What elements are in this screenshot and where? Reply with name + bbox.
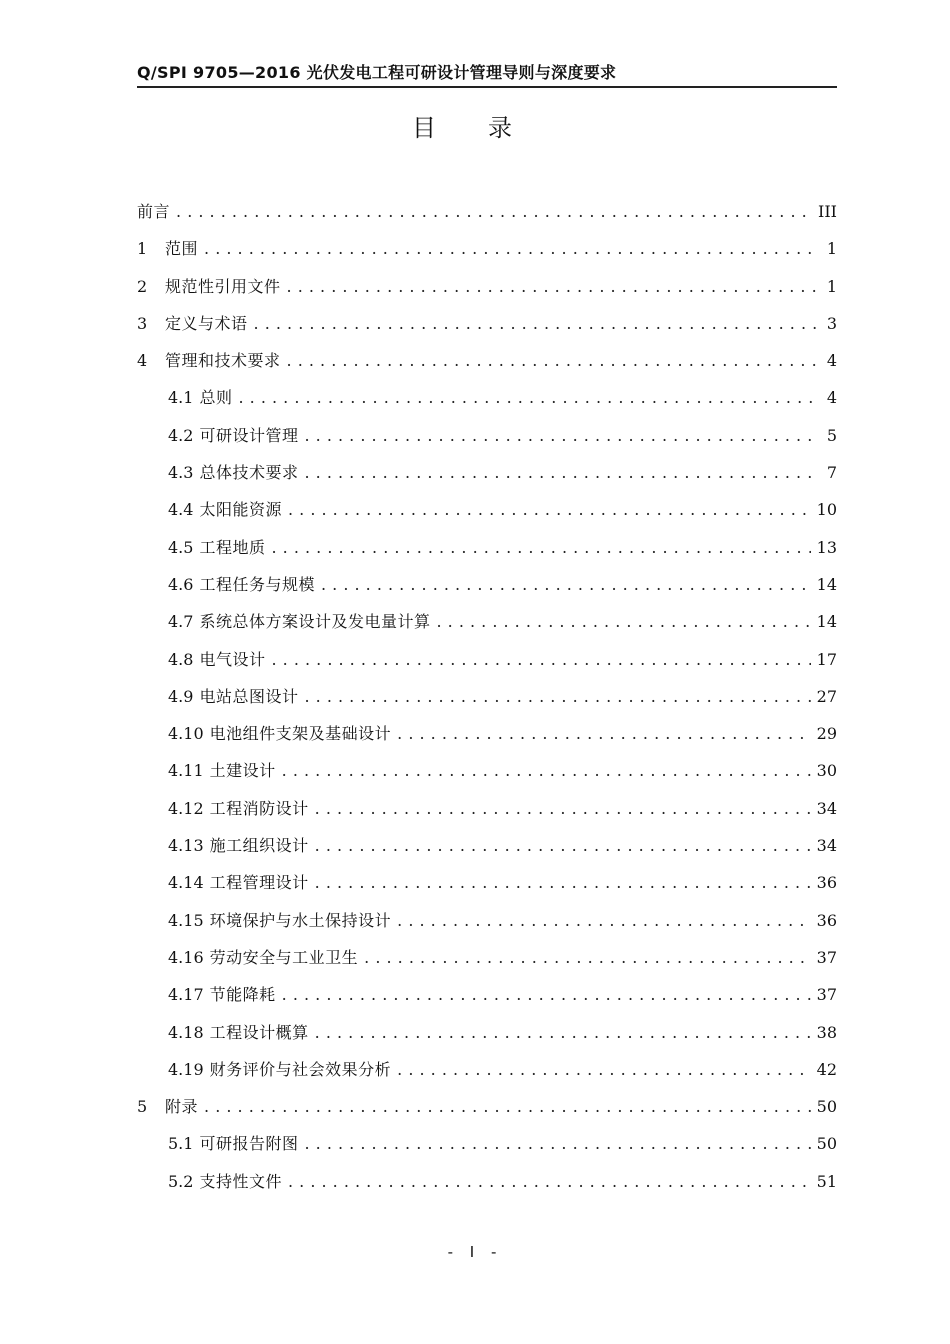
toc-entry[interactable] xyxy=(137,193,837,230)
toc-entry-page: 1 xyxy=(826,276,837,296)
toc-entry-number: 4.5 xyxy=(168,537,194,557)
toc-entry-number: 4.4 xyxy=(168,500,194,520)
toc-entry-label: 工程消防设计 xyxy=(209,798,309,818)
toc-entry-number: 2 xyxy=(137,276,148,296)
toc-entry-page: 37 xyxy=(816,985,837,1005)
toc-entry-number: 3 xyxy=(137,313,148,333)
toc-entry-page: 36 xyxy=(816,910,837,930)
dot-leader xyxy=(315,1014,811,1051)
toc-entry-number: 4.8 xyxy=(168,649,194,669)
toc-entry-page: 34 xyxy=(816,836,837,856)
toc-entry-label: 财务评价与社会效果分析 xyxy=(209,1059,392,1079)
dot-leader xyxy=(287,268,819,305)
toc-entry[interactable] xyxy=(137,864,837,901)
dot-leader xyxy=(364,939,811,976)
toc-entry[interactable] xyxy=(137,752,837,789)
toc-entry-number: 5.2 xyxy=(168,1171,194,1191)
toc-entry-label: 施工组织设计 xyxy=(209,836,309,856)
dot-leader xyxy=(288,491,811,528)
dot-leader xyxy=(315,790,811,827)
toc-entry-label: 规范性引用文件 xyxy=(165,276,281,296)
dot-leader xyxy=(271,641,810,678)
toc-entry-label: 前言 xyxy=(137,202,171,221)
dot-leader xyxy=(397,902,811,939)
running-header: Q/SPI 9705—2016 光伏发电工程可研设计管理导则与深度要求 xyxy=(137,63,617,82)
toc-entry[interactable] xyxy=(137,342,837,379)
toc-entry-label: 工程管理设计 xyxy=(209,873,309,893)
toc-entry-number: 4.10 xyxy=(168,724,204,744)
toc-title: 目录 xyxy=(412,114,564,142)
toc-entry-page: 50 xyxy=(816,1097,837,1117)
toc-entry[interactable] xyxy=(137,902,837,939)
dot-leader xyxy=(304,678,810,715)
toc-entry-page: III xyxy=(818,202,837,221)
toc-entry-number: 4.11 xyxy=(168,761,204,781)
dot-leader xyxy=(436,603,810,640)
toc-entry-page: 36 xyxy=(816,873,837,893)
toc-entry[interactable] xyxy=(137,1163,837,1200)
toc-entry-page: 13 xyxy=(816,537,837,557)
toc-entry[interactable] xyxy=(137,715,837,752)
toc-entry-page: 30 xyxy=(816,761,837,781)
toc-entry[interactable] xyxy=(137,939,837,976)
toc-entry-page: 27 xyxy=(816,686,837,706)
dot-leader xyxy=(304,454,819,491)
toc-entry[interactable] xyxy=(137,603,837,640)
toc-entry-label: 系统总体方案设计及发电量计算 xyxy=(199,612,431,632)
toc-entry-page: 37 xyxy=(816,947,837,967)
toc-entry-page: 4 xyxy=(826,351,837,371)
toc-entry[interactable] xyxy=(137,566,837,603)
toc-entry-page: 4 xyxy=(826,388,837,408)
toc-entry-number: 4.9 xyxy=(168,686,194,706)
toc-entry-label: 工程地质 xyxy=(199,537,266,557)
toc-entry-number: 4.2 xyxy=(168,425,194,445)
toc-entry[interactable] xyxy=(137,454,837,491)
toc-entry-label: 节能降耗 xyxy=(209,985,276,1005)
toc-entry-number: 4.19 xyxy=(168,1059,204,1079)
dot-leader xyxy=(304,1125,810,1162)
dot-leader xyxy=(282,976,811,1013)
dot-leader xyxy=(321,566,811,603)
dot-leader xyxy=(397,1051,811,1088)
toc-entry-number: 4.13 xyxy=(168,836,204,856)
toc-entry[interactable] xyxy=(137,1051,837,1088)
toc-entry[interactable] xyxy=(137,230,837,267)
toc-entry-page: 7 xyxy=(826,463,837,483)
toc-entry-number: 4.12 xyxy=(168,798,204,818)
toc-entry-label: 总体技术要求 xyxy=(199,463,299,483)
toc-entry-label: 范围 xyxy=(165,239,199,259)
toc-entry[interactable] xyxy=(137,417,837,454)
toc-entry-label: 工程任务与规模 xyxy=(199,574,315,594)
dot-leader xyxy=(204,1088,811,1125)
toc-entry-page: 38 xyxy=(816,1022,837,1042)
toc-entry-number: 4.15 xyxy=(168,910,204,930)
toc-entry-number: 4.3 xyxy=(168,463,194,483)
toc-entry-label: 工程设计概算 xyxy=(209,1022,309,1042)
dot-leader xyxy=(397,715,811,752)
toc-entry-label: 电池组件支架及基础设计 xyxy=(209,724,392,744)
dot-leader xyxy=(315,864,811,901)
toc-entry-label: 可研报告附图 xyxy=(199,1134,299,1154)
toc-entry-page: 10 xyxy=(816,500,837,520)
toc-entry-page: 3 xyxy=(826,313,837,333)
toc-entry-page: 14 xyxy=(816,612,837,632)
dot-leader xyxy=(176,193,812,230)
toc-entry-label: 总则 xyxy=(199,388,233,408)
dot-leader xyxy=(315,827,811,864)
dot-leader xyxy=(204,230,819,267)
toc-entry-page: 14 xyxy=(816,574,837,594)
toc-entry-label: 环境保护与水土保持设计 xyxy=(209,910,392,930)
toc-entry-label: 可研设计管理 xyxy=(199,425,299,445)
header-divider xyxy=(137,86,837,88)
toc-entry[interactable] xyxy=(137,1014,837,1051)
toc-entry-number: 4.18 xyxy=(168,1022,204,1042)
toc-entry[interactable] xyxy=(137,641,837,678)
toc-entry-label: 电气设计 xyxy=(199,649,266,669)
dot-leader xyxy=(288,1163,811,1200)
toc-entry[interactable] xyxy=(137,379,837,416)
page-number: - I - xyxy=(447,1243,503,1261)
toc-entry-label: 管理和技术要求 xyxy=(165,351,281,371)
toc-entry-page: 29 xyxy=(816,724,837,744)
toc-entry-number: 5 xyxy=(137,1097,148,1117)
toc-entry[interactable] xyxy=(137,790,837,827)
toc-entry[interactable] xyxy=(137,976,837,1013)
dot-leader xyxy=(254,305,819,342)
toc-entry[interactable] xyxy=(137,268,837,305)
dot-leader xyxy=(238,379,819,416)
dot-leader xyxy=(304,417,819,454)
toc-entry[interactable] xyxy=(137,827,837,864)
table-of-contents xyxy=(137,193,837,1200)
toc-entry-number: 4.16 xyxy=(168,947,204,967)
dot-leader xyxy=(287,342,819,379)
toc-entry-number: 4.1 xyxy=(168,388,194,408)
toc-entry-label: 土建设计 xyxy=(209,761,276,781)
toc-entry[interactable] xyxy=(137,305,837,342)
toc-entry-label: 支持性文件 xyxy=(199,1171,282,1191)
toc-entry[interactable] xyxy=(137,1088,837,1125)
toc-entry-page: 17 xyxy=(816,649,837,669)
toc-entry-number: 4.6 xyxy=(168,574,194,594)
toc-entry-page: 51 xyxy=(816,1171,837,1191)
toc-entry-page: 50 xyxy=(816,1134,837,1154)
toc-entry-number: 5.1 xyxy=(168,1134,194,1154)
toc-entry-page: 1 xyxy=(826,239,837,259)
toc-entry-label: 附录 xyxy=(165,1097,199,1117)
toc-entry-number: 4.14 xyxy=(168,873,204,893)
toc-entry[interactable] xyxy=(137,529,837,566)
toc-entry-number: 4.17 xyxy=(168,985,204,1005)
toc-entry-label: 劳动安全与工业卫生 xyxy=(209,947,359,967)
toc-entry-number: 1 xyxy=(137,239,148,259)
dot-leader xyxy=(271,529,810,566)
toc-entry-label: 电站总图设计 xyxy=(199,686,299,706)
toc-entry[interactable] xyxy=(137,491,837,528)
toc-entry-page: 42 xyxy=(816,1059,837,1079)
toc-entry-number: 4 xyxy=(137,351,148,371)
toc-entry-page: 34 xyxy=(816,798,837,818)
toc-entry-page: 5 xyxy=(826,425,837,445)
toc-entry[interactable] xyxy=(137,678,837,715)
toc-entry-label: 定义与术语 xyxy=(165,313,248,333)
toc-entry-label: 太阳能资源 xyxy=(199,500,282,520)
toc-entry[interactable] xyxy=(137,1125,837,1162)
dot-leader xyxy=(282,752,811,789)
toc-entry-number: 4.7 xyxy=(168,612,194,632)
